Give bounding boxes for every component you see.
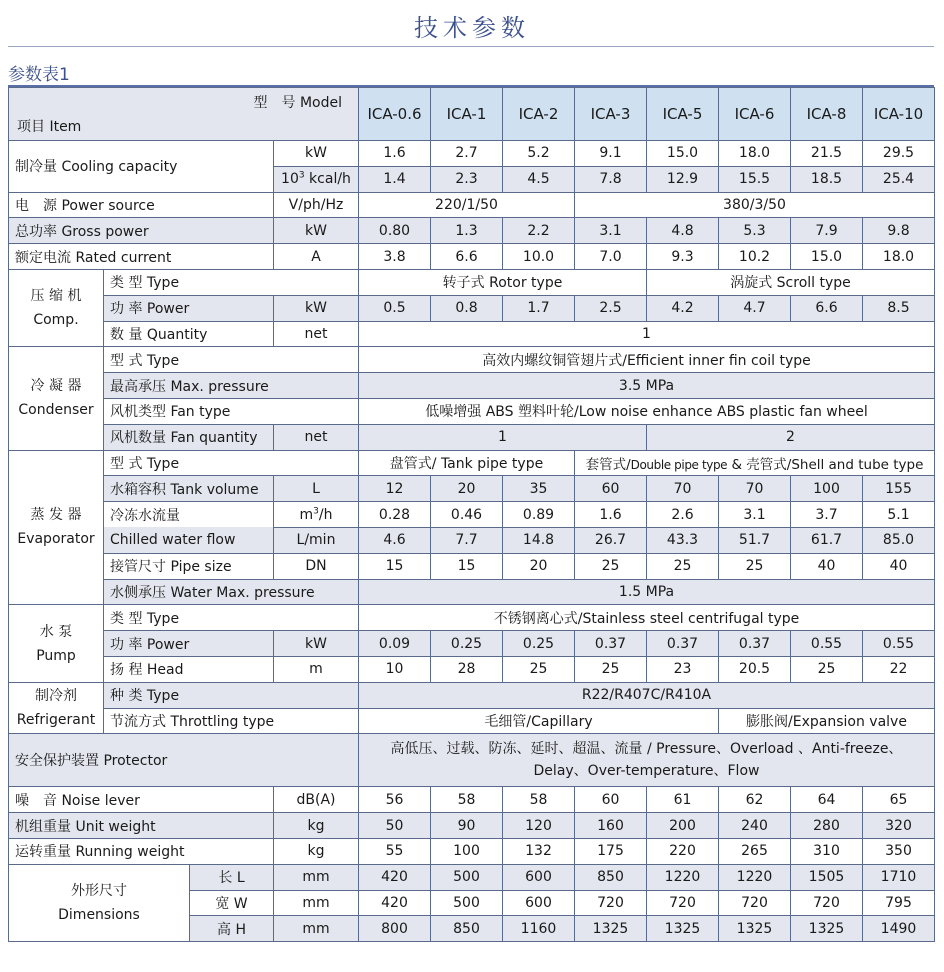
group-label-en: Refrigerant bbox=[16, 712, 96, 729]
row-label: 接管尺寸 Pipe size bbox=[104, 553, 274, 579]
value-cell: 14.8 bbox=[503, 527, 575, 553]
value-cell: 7.9 bbox=[791, 218, 863, 244]
value-cell: 600 bbox=[503, 864, 575, 890]
group-label-cn: 压 缩 机 bbox=[30, 288, 82, 305]
value-cell: 100 bbox=[791, 476, 863, 502]
value-cell: 2.5 bbox=[575, 295, 647, 321]
value-cell: 2.7 bbox=[431, 141, 503, 167]
value-cell: 6.6 bbox=[431, 244, 503, 270]
value-cell: 1160 bbox=[503, 916, 575, 942]
value-cell: 35 bbox=[503, 476, 575, 502]
value-cell: 6.6 bbox=[791, 295, 863, 321]
value-cell: 20.5 bbox=[719, 656, 791, 682]
value-cell: 220/1/50 bbox=[359, 192, 575, 218]
row-label: Chilled water flow bbox=[104, 527, 274, 553]
value-cell: 7.7 bbox=[431, 527, 503, 553]
table-row bbox=[9, 734, 935, 787]
value-cell: 10 bbox=[359, 656, 431, 682]
row-label: 类 型 Type bbox=[104, 605, 359, 631]
value-cell: 0.5 bbox=[359, 295, 431, 321]
group-label-condenser bbox=[9, 347, 104, 450]
value-cell: 58 bbox=[431, 787, 503, 813]
value-cell: 70 bbox=[719, 476, 791, 502]
value-cell: 2 bbox=[647, 424, 935, 450]
unit-cell: kg bbox=[274, 838, 359, 864]
unit-cell: DN bbox=[274, 553, 359, 579]
value-cell: 61.7 bbox=[791, 527, 863, 553]
table-row bbox=[9, 476, 935, 502]
row-label: 额定电流 Rated current bbox=[9, 244, 274, 270]
value-cell: 420 bbox=[359, 890, 431, 916]
value-cell: 132 bbox=[503, 838, 575, 864]
value-cell: 1.7 bbox=[503, 295, 575, 321]
row-label: 制冷量 Cooling capacity bbox=[9, 141, 274, 193]
row-label: 功 率 Power bbox=[104, 295, 274, 321]
value-cell: 175 bbox=[575, 838, 647, 864]
value-cell: 4.6 bbox=[359, 527, 431, 553]
value-cell: 0.37 bbox=[719, 631, 791, 657]
table-row bbox=[9, 295, 935, 321]
row-label: 型 式 Type bbox=[104, 450, 359, 476]
value-cell: 15.0 bbox=[791, 244, 863, 270]
row-label: 风机类型 Fan type bbox=[104, 398, 359, 424]
value-cell: 795 bbox=[863, 890, 935, 916]
value-cell: 9.8 bbox=[863, 218, 935, 244]
value-cell: 9.1 bbox=[575, 141, 647, 167]
table-row bbox=[9, 813, 935, 839]
model-name: ICA-8 bbox=[791, 88, 863, 141]
value-cell: 低噪增强 ABS 塑料叶轮/Low noise enhance ABS plastic fan wheel bbox=[359, 398, 935, 424]
title-divider bbox=[8, 46, 934, 47]
value-cell: 2.2 bbox=[503, 218, 575, 244]
value-cell: 1325 bbox=[791, 916, 863, 942]
value-cell: 12.9 bbox=[647, 166, 719, 192]
value-cell: 毛细管/Capillary bbox=[359, 708, 719, 734]
unit-cell: net bbox=[274, 321, 359, 347]
unit-cell: L bbox=[274, 476, 359, 502]
value-cell: 1 bbox=[359, 321, 935, 347]
table-row bbox=[9, 450, 935, 476]
model-name: ICA-6 bbox=[719, 88, 791, 141]
value-cell: 15 bbox=[359, 553, 431, 579]
model-name: ICA-2 bbox=[503, 88, 575, 141]
value-cell: 1325 bbox=[647, 916, 719, 942]
table-row bbox=[9, 708, 935, 734]
table-row bbox=[9, 244, 935, 270]
row-label: 种 类 Type bbox=[104, 682, 359, 708]
value-cell: 25 bbox=[503, 656, 575, 682]
value-cell: 转子式 Rotor type bbox=[359, 269, 647, 295]
dimension-label: 长 L bbox=[190, 864, 274, 890]
value-cell: 350 bbox=[863, 838, 935, 864]
value-cell: 盘管式/ Tank pipe type bbox=[359, 450, 575, 476]
value-cell: 0.37 bbox=[575, 631, 647, 657]
model-label: 型 号 Model bbox=[253, 95, 342, 111]
value-cell: 3.1 bbox=[575, 218, 647, 244]
value-cell: 18.5 bbox=[791, 166, 863, 192]
value-cell: 10.2 bbox=[719, 244, 791, 270]
value-cell: 320 bbox=[863, 813, 935, 839]
table-row bbox=[9, 502, 935, 528]
value-cell: 3.1 bbox=[719, 502, 791, 528]
value-cell: 2.6 bbox=[647, 502, 719, 528]
value-cell: 1220 bbox=[647, 864, 719, 890]
model-name: ICA-5 bbox=[647, 88, 719, 141]
model-name: ICA-0.6 bbox=[359, 88, 431, 141]
value-cell: 4.2 bbox=[647, 295, 719, 321]
value-cell: 20 bbox=[431, 476, 503, 502]
table-title: 参数表1 bbox=[8, 65, 70, 85]
value-cell: 240 bbox=[719, 813, 791, 839]
value-cell: 12 bbox=[359, 476, 431, 502]
value-cell: 15.0 bbox=[647, 141, 719, 167]
group-label-refrigerant bbox=[9, 682, 104, 734]
unit-cell: mm bbox=[274, 916, 359, 942]
row-label: 电 源 Power source bbox=[9, 192, 274, 218]
value-cell: 720 bbox=[647, 890, 719, 916]
value-cell: 265 bbox=[719, 838, 791, 864]
value-cell: 280 bbox=[791, 813, 863, 839]
value-cell: 7.0 bbox=[575, 244, 647, 270]
value-cell: 高效内螺纹铜管翅片式/Efficient inner fin coil type bbox=[359, 347, 935, 373]
value-cell: 0.28 bbox=[359, 502, 431, 528]
unit-cell: kW bbox=[274, 295, 359, 321]
value-cell: 15.5 bbox=[719, 166, 791, 192]
unit-cell: mm bbox=[274, 864, 359, 890]
value-cell: 40 bbox=[791, 553, 863, 579]
value-cell: 25.4 bbox=[863, 166, 935, 192]
value-cell: 不锈钢离心式/Stainless steel centrifugal type bbox=[359, 605, 935, 631]
item-label: 项目 Item bbox=[17, 119, 82, 135]
value-cell: 4.7 bbox=[719, 295, 791, 321]
row-label: 冷冻水流量 bbox=[104, 502, 274, 528]
value-cell: 100 bbox=[431, 838, 503, 864]
value-cell: 1.3 bbox=[431, 218, 503, 244]
unit-cell: kW bbox=[274, 141, 359, 167]
group-label-comp bbox=[9, 269, 104, 346]
table-row bbox=[9, 605, 935, 631]
value-cell: 60 bbox=[575, 476, 647, 502]
value-cell: 0.25 bbox=[503, 631, 575, 657]
model-name: ICA-1 bbox=[431, 88, 503, 141]
value-cell: 20 bbox=[503, 553, 575, 579]
value-cell: 500 bbox=[431, 864, 503, 890]
value-cell: 套管式/Double pipe type & 壳管式/Shell and tube type bbox=[575, 450, 935, 476]
unit-cell: A bbox=[274, 244, 359, 270]
model-name: ICA-3 bbox=[575, 88, 647, 141]
row-label: 节流方式 Throttling type bbox=[104, 708, 359, 734]
table-row bbox=[9, 579, 935, 605]
group-label-cn: 水 泵 bbox=[39, 623, 73, 640]
value-cell: 21.5 bbox=[791, 141, 863, 167]
header-label-cell bbox=[9, 88, 359, 141]
value-cell: 56 bbox=[359, 787, 431, 813]
value-cell: 1.6 bbox=[575, 502, 647, 528]
value-cell: 5.3 bbox=[719, 218, 791, 244]
value-cell: 5.2 bbox=[503, 141, 575, 167]
unit-cell: kg bbox=[274, 813, 359, 839]
value-cell: 18.0 bbox=[719, 141, 791, 167]
table-row bbox=[9, 141, 935, 167]
value-cell: 65 bbox=[863, 787, 935, 813]
value-cell: 1.5 MPa bbox=[359, 579, 935, 605]
value-cell: 0.09 bbox=[359, 631, 431, 657]
value-cell: 15 bbox=[431, 553, 503, 579]
value-cell: 200 bbox=[647, 813, 719, 839]
value-cell: 64 bbox=[791, 787, 863, 813]
header-row bbox=[9, 88, 935, 141]
value-cell: 310 bbox=[791, 838, 863, 864]
value-cell: 61 bbox=[647, 787, 719, 813]
table-row bbox=[9, 656, 935, 682]
group-label-en: Condenser bbox=[18, 402, 94, 419]
value-cell: 800 bbox=[359, 916, 431, 942]
spec-table bbox=[8, 87, 935, 942]
value-cell: 50 bbox=[359, 813, 431, 839]
value-cell: 0.25 bbox=[431, 631, 503, 657]
row-label: 扬 程 Head bbox=[104, 656, 274, 682]
value-cell: 160 bbox=[575, 813, 647, 839]
table-row bbox=[9, 321, 935, 347]
row-label: 数 量 Quantity bbox=[104, 321, 274, 347]
row-label: 类 型 Type bbox=[104, 269, 359, 295]
table-row bbox=[9, 527, 935, 553]
model-name: ICA-10 bbox=[863, 88, 935, 141]
value-cell: 600 bbox=[503, 890, 575, 916]
value-cell: 26.7 bbox=[575, 527, 647, 553]
value-cell: 155 bbox=[863, 476, 935, 502]
value-cell: 850 bbox=[431, 916, 503, 942]
table-row bbox=[9, 838, 935, 864]
value-cell: 420 bbox=[359, 864, 431, 890]
value-cell: 500 bbox=[431, 890, 503, 916]
value-cell: 120 bbox=[503, 813, 575, 839]
value-cell: R22/R407C/R410A bbox=[359, 682, 935, 708]
table-row bbox=[9, 398, 935, 424]
dimension-label: 宽 W bbox=[190, 890, 274, 916]
value-cell: 3.7 bbox=[791, 502, 863, 528]
row-label: 风机数量 Fan quantity bbox=[104, 424, 274, 450]
value-cell: 9.3 bbox=[647, 244, 719, 270]
table-row bbox=[9, 192, 935, 218]
value-cell: 2.3 bbox=[431, 166, 503, 192]
value-cell: 1.6 bbox=[359, 141, 431, 167]
group-label-en: Dimensions bbox=[58, 906, 140, 923]
value-cell: 0.80 bbox=[359, 218, 431, 244]
row-label: 运转重量 Running weight bbox=[9, 838, 274, 864]
value-cell: 23 bbox=[647, 656, 719, 682]
table-row bbox=[9, 787, 935, 813]
group-label-cn: 蒸 发 器 bbox=[30, 507, 82, 524]
value-cell: 0.8 bbox=[431, 295, 503, 321]
value-cell: 720 bbox=[719, 890, 791, 916]
table-row bbox=[9, 218, 935, 244]
value-cell: 3.8 bbox=[359, 244, 431, 270]
value-cell: 10.0 bbox=[503, 244, 575, 270]
row-label: 最高承压 Max. pressure bbox=[104, 373, 359, 399]
value-cell: 涡旋式 Scroll type bbox=[647, 269, 935, 295]
value-cell: 380/3/50 bbox=[575, 192, 935, 218]
row-label: 噪 音 Noise lever bbox=[9, 787, 274, 813]
row-label: 型 式 Type bbox=[104, 347, 359, 373]
value-cell: 0.55 bbox=[863, 631, 935, 657]
table-row bbox=[9, 553, 935, 579]
protector-line: Delay、Over-temperature、Flow bbox=[533, 763, 760, 780]
value-cell: 3.5 MPa bbox=[359, 373, 935, 399]
table-row bbox=[9, 373, 935, 399]
group-label-en: Pump bbox=[36, 647, 76, 664]
table-row bbox=[9, 269, 935, 295]
value-cell: 85.0 bbox=[863, 527, 935, 553]
row-label: 水侧承压 Water Max. pressure bbox=[104, 579, 359, 605]
row-label: 水箱容积 Tank volume bbox=[104, 476, 274, 502]
value-cell: 40 bbox=[863, 553, 935, 579]
unit-cell: m bbox=[274, 656, 359, 682]
group-label-pump bbox=[9, 605, 104, 682]
value-cell: 1710 bbox=[863, 864, 935, 890]
value-cell: 28 bbox=[431, 656, 503, 682]
row-label: 安全保护装置 Protector bbox=[9, 734, 359, 787]
unit-cell: net bbox=[274, 424, 359, 450]
value-cell: 720 bbox=[791, 890, 863, 916]
unit-cell: kW bbox=[274, 218, 359, 244]
value-cell: 1325 bbox=[575, 916, 647, 942]
unit-cell: kW bbox=[274, 631, 359, 657]
value-cell: 25 bbox=[791, 656, 863, 682]
value-cell: 膨胀阀/Expansion valve bbox=[719, 708, 935, 734]
value-cell: 1490 bbox=[863, 916, 935, 942]
value-cell: 1.4 bbox=[359, 166, 431, 192]
value-cell: 1505 bbox=[791, 864, 863, 890]
unit-cell: $m^3/h$ bbox=[274, 502, 359, 528]
unit-cell: $10^3$ kcal/h bbox=[274, 166, 359, 192]
row-label: 机组重量 Unit weight bbox=[9, 813, 274, 839]
value-cell: 4.5 bbox=[503, 166, 575, 192]
value-cell: 25 bbox=[575, 656, 647, 682]
value-cell: 25 bbox=[575, 553, 647, 579]
table-row bbox=[9, 424, 935, 450]
value-cell: 0.37 bbox=[647, 631, 719, 657]
value-cell: 850 bbox=[575, 864, 647, 890]
row-label: 功 率 Power bbox=[104, 631, 274, 657]
page-title: 技术参数 bbox=[414, 14, 530, 42]
table-row bbox=[9, 631, 935, 657]
table-row bbox=[9, 347, 935, 373]
value-cell: 22 bbox=[863, 656, 935, 682]
value-cell: 0.89 bbox=[503, 502, 575, 528]
value-cell: 1 bbox=[359, 424, 647, 450]
value-cell: 4.8 bbox=[647, 218, 719, 244]
value-cell: 43.3 bbox=[647, 527, 719, 553]
value-cell: 29.5 bbox=[863, 141, 935, 167]
dimension-label: 高 H bbox=[190, 916, 274, 942]
group-label-dimensions bbox=[9, 864, 190, 941]
value-cell: 0.46 bbox=[431, 502, 503, 528]
value-cell: 5.1 bbox=[863, 502, 935, 528]
value-cell: 58 bbox=[503, 787, 575, 813]
value-cell: 7.8 bbox=[575, 166, 647, 192]
group-label-en: Comp. bbox=[33, 312, 79, 329]
row-label: 总功率 Gross power bbox=[9, 218, 274, 244]
group-label-en: Evaporator bbox=[17, 531, 95, 548]
group-label-cn: 外形尺寸 bbox=[71, 882, 127, 899]
value-cell: 25 bbox=[647, 553, 719, 579]
value-cell: 51.7 bbox=[719, 527, 791, 553]
value-cell: 8.5 bbox=[863, 295, 935, 321]
value-cell bbox=[359, 734, 935, 787]
group-label-cn: 冷 凝 器 bbox=[30, 378, 82, 395]
group-label-cn: 制冷剂 bbox=[35, 688, 77, 705]
group-label-evaporator bbox=[9, 450, 104, 605]
table-row bbox=[9, 864, 935, 890]
value-cell: 90 bbox=[431, 813, 503, 839]
value-cell: 70 bbox=[647, 476, 719, 502]
unit-cell: L/min bbox=[274, 527, 359, 553]
value-cell: 0.55 bbox=[791, 631, 863, 657]
protector-line: 高低压、过载、防冻、延时、超温、流量 / Pressure、Overload 、Anti-freeze、 bbox=[390, 741, 903, 758]
value-cell: 220 bbox=[647, 838, 719, 864]
table-row bbox=[9, 682, 935, 708]
unit-cell: mm bbox=[274, 890, 359, 916]
value-cell: 60 bbox=[575, 787, 647, 813]
value-cell: 62 bbox=[719, 787, 791, 813]
value-cell: 720 bbox=[575, 890, 647, 916]
value-cell: 1220 bbox=[719, 864, 791, 890]
value-cell: 1325 bbox=[719, 916, 791, 942]
value-cell: 18.0 bbox=[863, 244, 935, 270]
unit-cell: dB(A) bbox=[274, 787, 359, 813]
value-cell: 25 bbox=[719, 553, 791, 579]
unit-cell: V/ph/Hz bbox=[274, 192, 359, 218]
value-cell: 55 bbox=[359, 838, 431, 864]
